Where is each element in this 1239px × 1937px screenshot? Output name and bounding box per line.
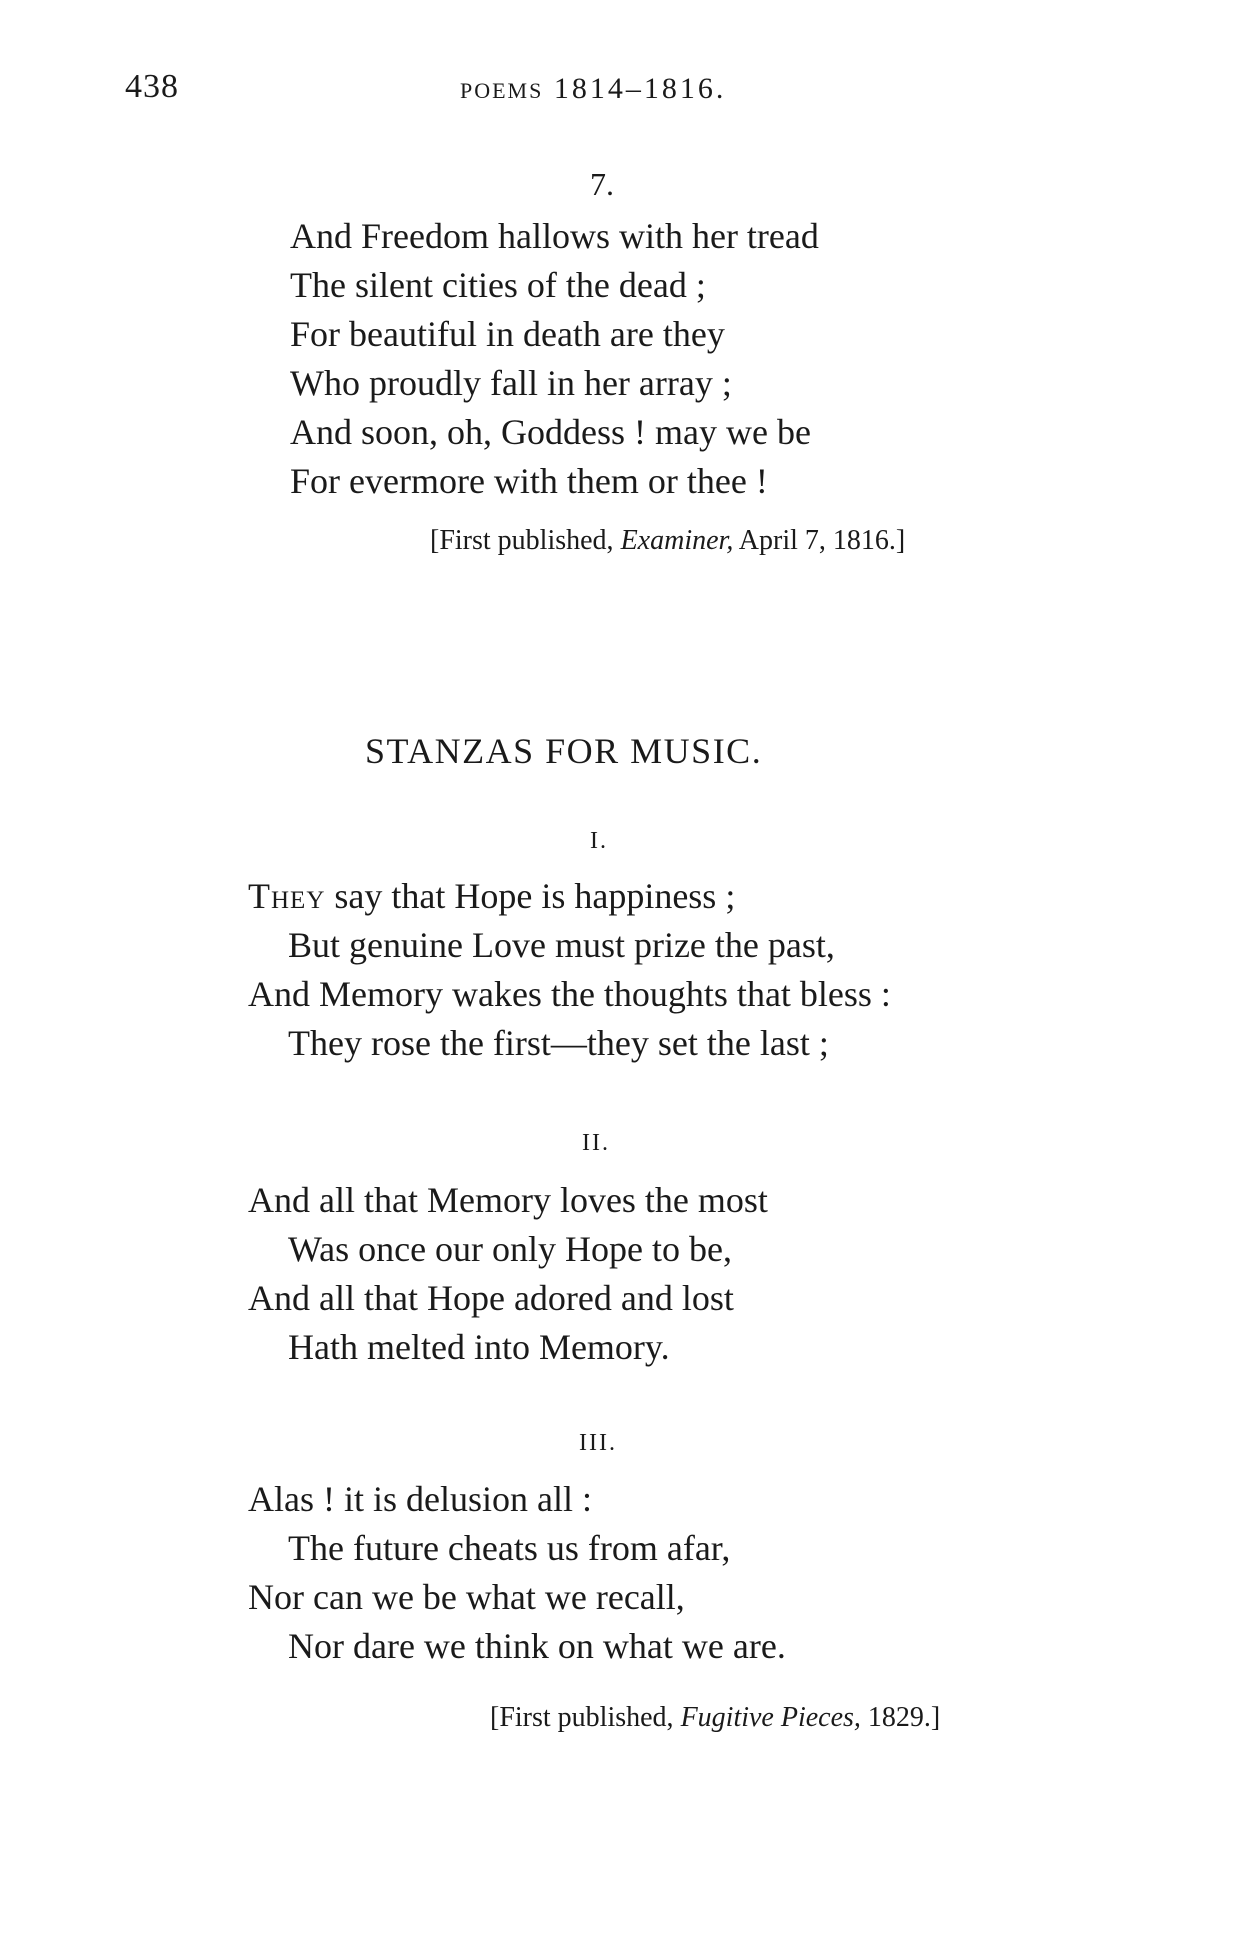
citation-suffix: 1829.] (860, 1702, 941, 1733)
verse-line: The silent cities of the dead ; (290, 265, 706, 305)
verse-line: But genuine Love must prize the past, (288, 925, 835, 965)
previous-poem-stanza (290, 212, 819, 506)
verse-line: And Freedom hallows with her tread (290, 216, 819, 256)
verse-line: For evermore with them or thee ! (290, 461, 768, 501)
verse-line: They rose the first—they set the last ; (288, 1023, 829, 1063)
running-head-label: POEMS (460, 78, 544, 103)
poem-title: STANZAS FOR MUSIC. (365, 731, 763, 771)
stanza-number-7: 7. (590, 166, 614, 202)
verse-line: Nor dare we think on what we are. (288, 1626, 786, 1666)
citation-prefix: [First published, (430, 525, 621, 556)
first-line-rest: say that Hope is happiness ; (325, 876, 736, 916)
verse-line: Was once our only Hope to be, (288, 1229, 732, 1269)
running-head-years: 1814–1816. (553, 72, 727, 105)
citation-source: Fugitive Pieces, (680, 1702, 861, 1733)
verse-line: And Memory wakes the thoughts that bless : (248, 974, 891, 1014)
page-number: 438 (125, 68, 179, 105)
running-head (460, 72, 726, 106)
verse-line: And all that Hope adored and lost (248, 1278, 734, 1318)
stanza (248, 1176, 768, 1372)
verse-line: For beautiful in death are they (290, 314, 725, 354)
verse-line: Nor can we be what we recall, (248, 1577, 685, 1617)
verse-line: Hath melted into Memory. (288, 1327, 670, 1367)
publication-citation (430, 525, 905, 557)
stanza-numeral: I. (590, 828, 608, 854)
verse-line: Alas ! it is delusion all : (248, 1479, 592, 1519)
stanza-numeral: II. (582, 1130, 610, 1156)
stanza (248, 1475, 786, 1671)
verse-line: Who proudly fall in her array ; (290, 363, 732, 403)
verse-line (248, 872, 891, 921)
verse-line: The future cheats us from afar, (288, 1528, 731, 1568)
citation-prefix: [First published, (490, 1702, 681, 1733)
drop-word: They (248, 876, 326, 916)
stanza-numeral: III. (579, 1430, 617, 1456)
stanza (248, 872, 891, 1068)
publication-citation (490, 1702, 940, 1734)
citation-source: Examiner, (620, 525, 734, 556)
verse-line: And soon, oh, Goddess ! may we be (290, 412, 811, 452)
verse-line: And all that Memory loves the most (248, 1180, 768, 1220)
citation-suffix: April 7, 1816.] (733, 525, 906, 556)
